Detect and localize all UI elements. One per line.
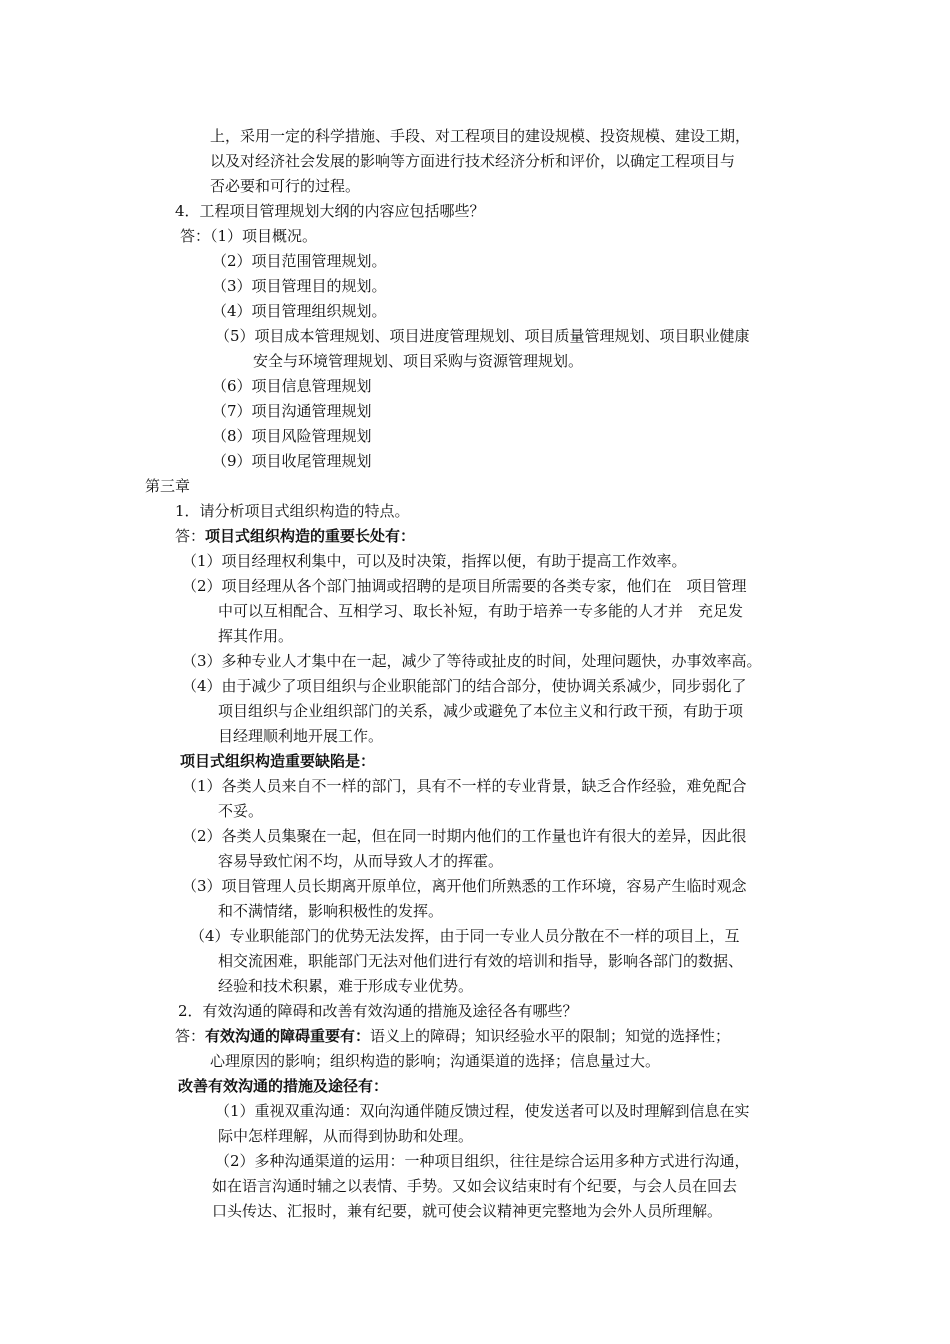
question-heading: 4．工程项目管理规划大纲的内容应包括哪些？ bbox=[175, 202, 485, 220]
answer-line bbox=[175, 1027, 730, 1045]
list-item-continuation: 项目组织与企业组织部门的关系，减少或避免了本位主义和行政干预，有助于项 bbox=[218, 702, 744, 720]
section-subheading: 项目式组织构造的重要长处有： bbox=[205, 527, 416, 545]
answer-prefix: 答： bbox=[175, 527, 206, 545]
list-item-continuation: 不妥。 bbox=[218, 802, 264, 820]
list-item: （5）项目成本管理规划、项目进度管理规划、项目质量管理规划、项目职业健康 bbox=[215, 327, 750, 345]
list-item: （8）项目风险管理规划 bbox=[212, 427, 372, 445]
list-item-continuation: 中可以互相配合、互相学习、取长补短，有助于培养一专多能的人才并 充足发 bbox=[218, 602, 744, 620]
answer-prefix: 答： bbox=[175, 1027, 206, 1045]
list-item: （7）项目沟通管理规划 bbox=[212, 402, 372, 420]
question-heading: 1．请分析项目式组织构造的特点。 bbox=[175, 502, 410, 520]
question-heading: 2．有效沟通的障碍和改善有效沟通的措施及途径各有哪些？ bbox=[178, 1002, 578, 1020]
text-line: 上，采用一定的科学措施、手段、对工程项目的建设规模、投资规模、建设工期， bbox=[210, 127, 751, 145]
answer-continuation: 心理原因的影响；组织构造的影响；沟通渠道的选择；信息量过大。 bbox=[210, 1052, 661, 1070]
list-item: （1）项目经理权利集中，可以及时决策，指挥以便，有助于提高工作效率。 bbox=[182, 552, 687, 570]
section-subheading: 项目式组织构造重要缺陷是： bbox=[180, 752, 376, 770]
list-item: （3）项目管理人员长期离开原单位，离开他们所熟悉的工作环境，容易产生临时观念 bbox=[182, 877, 747, 895]
list-item-continuation: 挥其作用。 bbox=[218, 627, 294, 645]
text-line: 否必要和可行的过程。 bbox=[210, 177, 361, 195]
list-item: （4）专业职能部门的优势无法发挥，由于同一专业人员分散在不一样的项目上，互 bbox=[190, 927, 740, 945]
section-subheading: 有效沟通的障碍重要有： bbox=[205, 1027, 371, 1045]
chapter-heading: 第三章 bbox=[145, 477, 191, 495]
list-item: （3）项目管理目的规划。 bbox=[212, 277, 387, 295]
list-item: （1）重视双重沟通：双向沟通伴随反馈过程，使发送者可以及时理解到信息在实 bbox=[215, 1102, 750, 1120]
list-item-continuation: 相交流困难，职能部门无法对他们进行有效的培训和指导，影响各部门的数据、 bbox=[218, 952, 744, 970]
list-item-continuation: 如在语言沟通时辅之以表情、手势。又如会议结束时有个纪要，与会人员在回去 bbox=[212, 1177, 738, 1195]
list-item-continuation: 目经理顺利地开展工作。 bbox=[218, 727, 384, 745]
list-item: （2）项目范围管理规划。 bbox=[212, 252, 387, 270]
list-item: （3）多种专业人才集中在一起，减少了等待或扯皮的时间，处理问题快，办事效率高。 bbox=[182, 652, 762, 670]
answer-text: 语义上的障碍；知识经验水平的限制；知觉的选择性； bbox=[370, 1027, 731, 1045]
list-item: （2）各类人员集聚在一起，但在同一时期内他们的工作量也许有很大的差异，因此很 bbox=[182, 827, 747, 845]
list-item: （1）各类人员来自不一样的部门，具有不一样的专业背景，缺乏合作经验，难免配合 bbox=[182, 777, 747, 795]
answer-line: 答：（1）项目概况。 bbox=[180, 227, 318, 245]
list-item-continuation: 安全与环境管理规划、项目采购与资源管理规划。 bbox=[253, 352, 584, 370]
list-item-continuation: 际中怎样理解，从而得到协助和处理。 bbox=[218, 1127, 474, 1145]
list-item-continuation: 容易导致忙闲不均，从而导致人才的挥霍。 bbox=[218, 852, 504, 870]
section-subheading: 改善有效沟通的措施及途径有： bbox=[178, 1077, 389, 1095]
text-line: 以及对经济社会发展的影响等方面进行技术经济分析和评价，以确定工程项目与 bbox=[210, 152, 736, 170]
list-item-continuation: 口头传达、汇报时，兼有纪要，就可使会议精神更完整地为会外人员所理解。 bbox=[212, 1202, 723, 1220]
list-item: （9）项目收尾管理规划 bbox=[212, 452, 372, 470]
list-item: （2）多种沟通渠道的运用：一种项目组织，往往是综合运用多种方式进行沟通， bbox=[215, 1152, 750, 1170]
list-item: （2）项目经理从各个部门抽调或招聘的是项目所需要的各类专家，他们在 项目管理 bbox=[182, 577, 747, 595]
answer-line bbox=[175, 527, 415, 545]
list-item-continuation: 和不满情绪，影响积极性的发挥。 bbox=[218, 902, 444, 920]
list-item: （4）项目管理组织规划。 bbox=[212, 302, 387, 320]
list-item: （6）项目信息管理规划 bbox=[212, 377, 372, 395]
list-item: （4）由于减少了项目组织与企业职能部门的结合部分，使协调关系减少，同步弱化了 bbox=[182, 677, 747, 695]
list-item-continuation: 经验和技术积累，难于形成专业优势。 bbox=[218, 977, 474, 995]
